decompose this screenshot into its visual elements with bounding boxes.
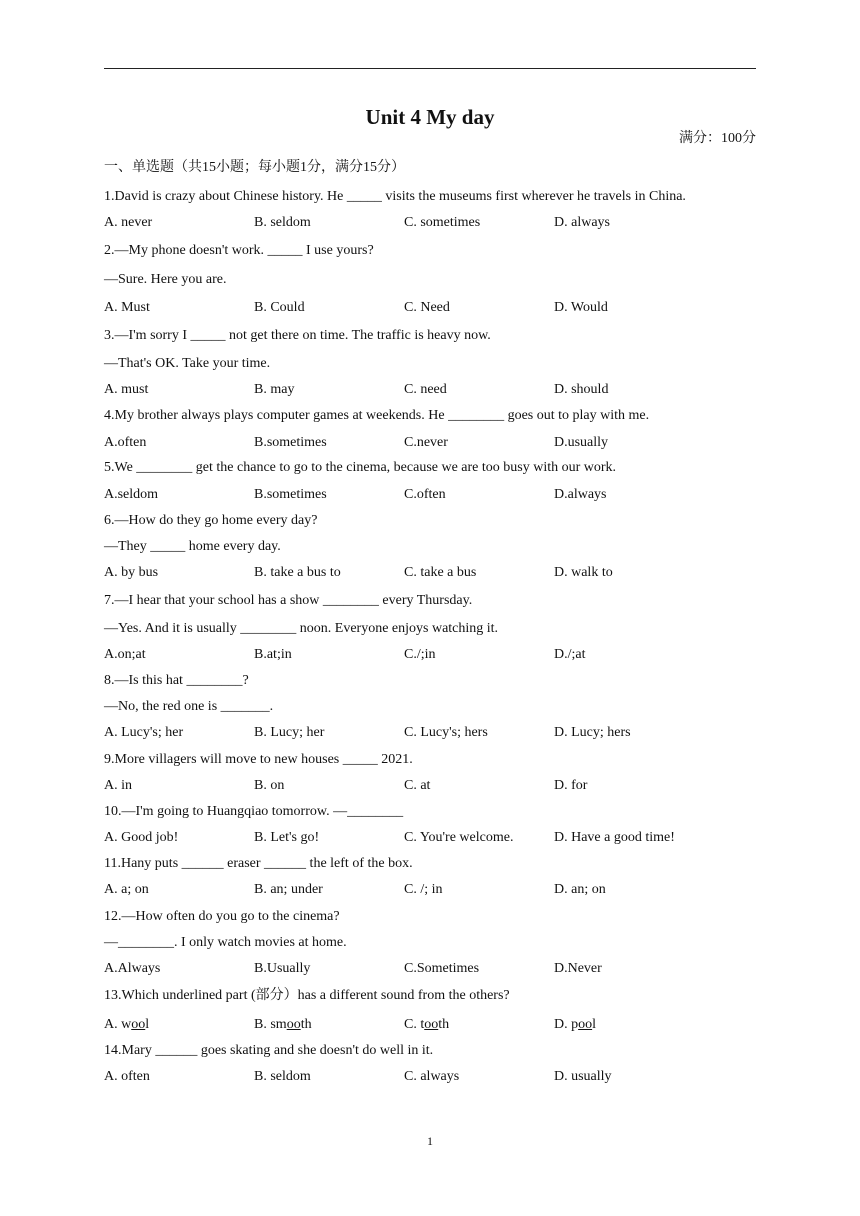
question-1-option-b: B. seldom <box>254 215 311 230</box>
question-1-stem: 1.David is crazy about Chinese history. He _____ visits the museums first wherever he travels in China. <box>104 189 686 204</box>
section-heading: 一、单选题（共15小题；每小题1分，满分15分） <box>104 160 405 175</box>
full-score: 满分：100分 <box>679 131 756 146</box>
question-13-option-b <box>254 1015 312 1035</box>
question-7-reply: —Yes. And it is usually ________ noon. Everyone enjoys watching it. <box>104 621 499 636</box>
question-11-option-c: C. /; in <box>404 882 443 897</box>
question-2-reply: —Sure. Here you are. <box>104 272 227 287</box>
underlined-part: oo <box>286 1017 301 1032</box>
question-13-stem: 13.Which underlined part (部分）has a different sound from the others? <box>104 988 510 1003</box>
question-4-option-b: B.sometimes <box>254 435 327 450</box>
page-number: 1 <box>427 1134 433 1148</box>
question-8-reply: —No, the red one is _______. <box>104 699 274 714</box>
question-11-option-d: D. an; on <box>554 882 606 897</box>
question-3-stem: 3.—I'm sorry I _____ not get there on time. The traffic is heavy now. <box>104 328 491 343</box>
question-2-stem: 2.—My phone doesn't work. _____ I use yours? <box>104 243 374 258</box>
question-7-option-d: D./;at <box>554 647 586 662</box>
option-text: B. sm <box>254 1017 287 1032</box>
question-4-option-d: D.usually <box>554 435 609 450</box>
question-13-option-a <box>104 1015 149 1035</box>
question-11-stem: 11.Hany puts ______ eraser ______ the left of the box. <box>104 856 413 871</box>
question-7-option-a: A.on;at <box>104 647 146 662</box>
question-8-option-b: B. Lucy; her <box>254 725 325 740</box>
question-10-option-a: A. Good job! <box>104 830 179 845</box>
underlined-part: oo <box>424 1017 439 1032</box>
underlined-part: oo <box>131 1017 146 1032</box>
question-12-option-d: D.Never <box>554 961 602 976</box>
underlined-part: oo <box>578 1017 593 1032</box>
question-6-option-b: B. take a bus to <box>254 565 341 580</box>
question-7-option-b: B.at;in <box>254 647 292 662</box>
question-4-option-c: C.never <box>404 435 448 450</box>
question-1-option-d: D. always <box>554 215 610 230</box>
question-14-option-a: A. often <box>104 1069 150 1084</box>
question-12-reply: —________. I only watch movies at home. <box>104 935 347 950</box>
question-10-option-d: D. Have a good time! <box>554 830 675 845</box>
option-text: A. w <box>104 1017 132 1032</box>
question-7-stem: 7.—I hear that your school has a show ________ every Thursday. <box>104 593 473 608</box>
question-9-stem: 9.More villagers will move to new houses _____ 2021. <box>104 752 413 767</box>
question-8-option-c: C. Lucy's; hers <box>404 725 488 740</box>
question-3-option-a: A. must <box>104 382 149 397</box>
question-10-option-b: B. Let's go! <box>254 830 320 845</box>
question-5-stem: 5.We ________ get the chance to go to the cinema, because we are too busy with our work. <box>104 460 617 475</box>
question-3-option-c: C. need <box>404 382 447 397</box>
question-8-option-a: A. Lucy's; her <box>104 725 184 740</box>
question-9-option-b: B. on <box>254 778 285 793</box>
question-3-option-b: B. may <box>254 382 295 397</box>
question-6-stem: 6.—How do they go home every day? <box>104 513 318 528</box>
question-9-option-a: A. in <box>104 778 132 793</box>
question-4-option-a: A.often <box>104 435 147 450</box>
question-2-option-b: B. Could <box>254 300 305 315</box>
question-9-option-d: D. for <box>554 778 588 793</box>
question-7-option-c: C./;in <box>404 647 436 662</box>
question-8-option-d: D. Lucy; hers <box>554 725 631 740</box>
question-9-option-c: C. at <box>404 778 431 793</box>
question-12-option-c: C.Sometimes <box>404 961 480 976</box>
option-text: C. t <box>404 1017 425 1032</box>
question-5-option-d: D.always <box>554 487 607 502</box>
question-2-option-d: D. Would <box>554 300 608 315</box>
question-14-option-b: B. seldom <box>254 1069 311 1084</box>
question-5-option-a: A.seldom <box>104 487 159 502</box>
question-3-reply: —That's OK. Take your time. <box>104 356 271 371</box>
question-11-option-b: B. an; under <box>254 882 323 897</box>
option-text: D. p <box>554 1017 579 1032</box>
question-13-option-d <box>554 1015 596 1035</box>
question-12-stem: 12.—How often do you go to the cinema? <box>104 909 340 924</box>
question-6-reply: —They _____ home every day. <box>104 539 281 554</box>
option-text: th <box>300 1017 312 1032</box>
header-rule <box>104 68 756 69</box>
question-4-stem: 4.My brother always plays computer games at weekends. He ________ goes out to play with me. <box>104 408 650 423</box>
question-14-option-d: D. usually <box>554 1069 612 1084</box>
question-2-option-a: A. Must <box>104 300 150 315</box>
question-5-option-b: B.sometimes <box>254 487 327 502</box>
option-text: l <box>592 1017 597 1032</box>
option-text: th <box>438 1017 450 1032</box>
question-6-option-d: D. walk to <box>554 565 613 580</box>
question-2-option-c: C. Need <box>404 300 450 315</box>
question-1-option-a: A. never <box>104 215 153 230</box>
question-14-option-c: C. always <box>404 1069 460 1084</box>
question-8-stem: 8.—Is this hat ________? <box>104 673 249 688</box>
question-12-option-a: A.Always <box>104 961 161 976</box>
question-3-option-d: D. should <box>554 382 609 397</box>
question-11-option-a: A. a; on <box>104 882 149 897</box>
question-12-option-b: B.Usually <box>254 961 311 976</box>
question-5-option-c: C.often <box>404 487 446 502</box>
question-1-option-c: C. sometimes <box>404 215 481 230</box>
question-6-option-c: C. take a bus <box>404 565 477 580</box>
question-6-option-a: A. by bus <box>104 565 159 580</box>
page-title: Unit 4 My day <box>365 105 495 129</box>
question-14-stem: 14.Mary ______ goes skating and she doesn't do well in it. <box>104 1043 434 1058</box>
question-13-option-c <box>404 1015 449 1035</box>
question-10-option-c: C. You're welcome. <box>404 830 514 845</box>
question-10-stem: 10.—I'm going to Huangqiao tomorrow. —________ <box>104 804 404 819</box>
option-text: l <box>145 1017 150 1032</box>
